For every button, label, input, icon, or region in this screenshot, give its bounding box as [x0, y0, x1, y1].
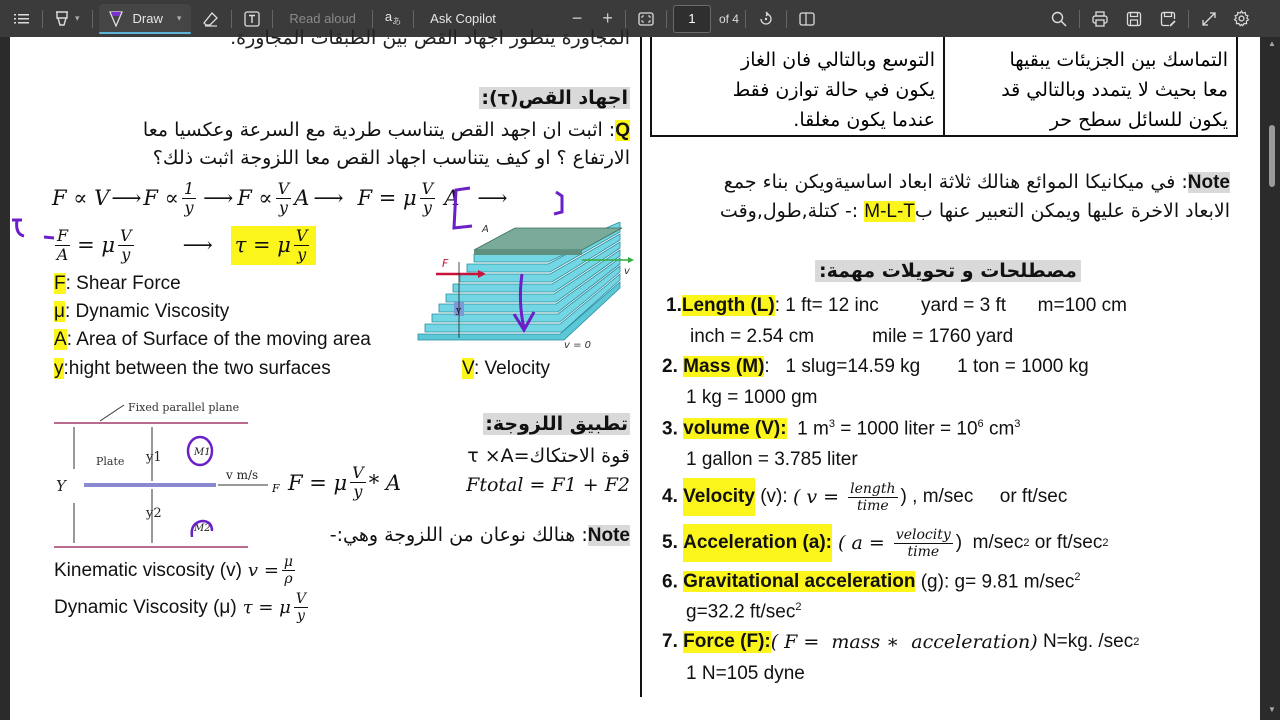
numerator: length	[850, 480, 896, 497]
numerator: μ	[283, 554, 294, 570]
definition-text: : Shear Force	[65, 273, 181, 294]
separator	[786, 10, 787, 28]
item-text: g=32.2 ft/sec	[686, 601, 796, 623]
formula-suffix: * A	[368, 470, 402, 495]
item-label: Velocity	[683, 478, 755, 516]
item-velocity	[662, 477, 1067, 517]
superscript: 3	[828, 418, 835, 430]
plate-formula	[288, 465, 401, 500]
dimensions-note-line-2	[720, 200, 1230, 223]
note-text: :- كتلة,طول,وقت	[719, 200, 865, 222]
rotate-button[interactable]	[752, 4, 780, 34]
parallel-plate-figure	[48, 399, 268, 559]
item-volume-line-2: 1 gallon = 3.785 liter	[686, 449, 858, 470]
area-label: A	[482, 224, 489, 235]
fit-page-icon	[638, 12, 654, 26]
numerator: V	[421, 178, 434, 198]
item-label: Length (L)	[681, 295, 775, 316]
definition-text: : Area of Surface of the moving area	[66, 329, 371, 350]
item-label: Acceleration (a):	[683, 524, 832, 562]
step-4-prefix: F = μ	[357, 186, 417, 210]
item-mass-line-2: 1 kg = 1000 gm	[686, 387, 818, 408]
save-as-button[interactable]	[1154, 4, 1182, 34]
superscript: 2	[1102, 537, 1109, 549]
question-line-1	[143, 119, 630, 142]
denominator: y	[422, 197, 432, 217]
vertical-scrollbar[interactable]	[1264, 37, 1280, 720]
fraction	[894, 528, 953, 559]
terms-heading: مصطلحات و تحويلات مهمة:	[815, 260, 1081, 282]
pdf-page	[10, 27, 1260, 720]
page-total: of 4	[718, 11, 739, 26]
denominator: time	[907, 543, 940, 560]
item-label: volume (V):	[683, 418, 787, 440]
item-number: 2.	[662, 356, 684, 377]
separator	[625, 10, 626, 28]
step-3-suffix: A	[294, 186, 310, 210]
total-height-label: Y	[56, 477, 66, 495]
definition-mu	[54, 301, 229, 323]
numerator: V	[352, 463, 364, 482]
question-line-2: الارتفاع ؟ او كيف يتناسب اجهاد القص معا اللزوجة اثبت ذلك؟	[152, 147, 630, 169]
formula-suffix: ) , m/sec or ft/sec	[900, 486, 1068, 507]
ftotal-formula: Ftotal = F1 + F2	[466, 474, 630, 496]
item-gravity-line-2	[686, 601, 801, 623]
save-icon	[1126, 11, 1142, 27]
table-line: التماسك بين الجزيئات يبقيها	[1009, 49, 1228, 71]
pdf-toolbar	[0, 0, 1280, 37]
dynamic-prefix: τ = μ	[242, 597, 291, 618]
fraction	[294, 592, 308, 623]
question-text: : اثبت ان اجهد القص يتناسب طردية مع السرعة وعكسيا معا	[142, 119, 616, 141]
mlt-highlight: M-L-T	[864, 201, 915, 222]
arrow-icon: ⟶	[203, 186, 234, 210]
save-button[interactable]	[1120, 4, 1148, 34]
numerator: V	[295, 591, 306, 607]
arrow-icon: ⟶	[313, 186, 344, 210]
item-text: cm	[983, 418, 1015, 440]
item-text: (g): g= 9.81 m/sec	[915, 571, 1075, 593]
page-number-input[interactable]: 1	[673, 5, 711, 33]
kinematic-prefix: v =	[247, 560, 279, 581]
denominator: A	[56, 244, 69, 264]
separator	[1079, 10, 1080, 28]
ask-copilot-button[interactable]: Ask Copilot	[430, 11, 496, 26]
item-number: 1.	[666, 295, 682, 316]
separator	[231, 10, 232, 28]
note-label: Note	[1187, 172, 1230, 193]
kinematic-viscosity	[54, 555, 298, 586]
item-text: : 1 ft= 12 inc yard = 3 ft m=100 cm	[774, 295, 1127, 316]
scroll-thumb[interactable]	[1269, 125, 1275, 187]
scroll-down-icon[interactable]: ▼	[1268, 705, 1276, 714]
definition-y	[54, 358, 331, 380]
friction-force: قوة الاحتكاك=τ ×A	[467, 445, 630, 467]
velocity-label: v m/s	[226, 468, 259, 482]
numerator: velocity	[895, 526, 951, 543]
separator	[666, 10, 667, 28]
formula-prefix: F = μ	[288, 470, 348, 495]
gear-icon	[1233, 10, 1250, 27]
cutoff-text: المجاورة يتطور اجهاد القص بين الطبقات المجاورة.	[230, 27, 630, 49]
denominator: time	[857, 497, 889, 514]
comparison-table	[650, 37, 1238, 137]
fraction	[282, 555, 295, 586]
contents-button[interactable]	[8, 4, 36, 34]
definition-key: y	[54, 358, 64, 379]
fixed-plane-label: Fixed parallel plane	[128, 401, 240, 414]
force-label: F	[442, 257, 449, 270]
item-number: 3.	[662, 418, 684, 440]
numerator: V	[295, 225, 308, 245]
definition-key: μ	[54, 301, 65, 322]
definition-f	[54, 273, 181, 295]
item-text: N=kg. /sec	[1037, 631, 1134, 652]
separator	[272, 10, 273, 28]
numerator: F	[57, 225, 69, 245]
table-cell-gas	[652, 37, 943, 135]
zoom-out-button[interactable]: −	[571, 8, 583, 28]
step-4-suffix: A	[444, 186, 460, 210]
item-length	[666, 295, 1127, 317]
item-label: Force (F):	[683, 631, 771, 652]
formula: ( F = mass ∗ acceleration)	[770, 631, 1038, 653]
search-button[interactable]	[1045, 4, 1073, 34]
dynamic-label: Dynamic Viscosity (μ)	[54, 596, 237, 618]
arrow-icon: ⟶	[182, 233, 213, 257]
superscript: 2	[795, 601, 802, 613]
numerator: 1	[183, 178, 195, 198]
numerator: V	[277, 178, 290, 198]
document-viewer	[0, 27, 1280, 720]
ink-annotations	[10, 178, 630, 262]
item-force	[662, 631, 1139, 653]
separator	[372, 10, 373, 28]
arrow-icon: ⟶	[111, 186, 142, 210]
item-text: or ft/sec	[1029, 532, 1103, 553]
separator	[745, 10, 746, 28]
equals-mu: = μ	[77, 233, 116, 257]
item-label: Gravitational acceleration	[683, 571, 916, 593]
search-icon	[1051, 11, 1067, 27]
definition-key: F	[54, 273, 66, 294]
question-label: Q	[615, 120, 630, 141]
viscosity-note	[330, 524, 630, 547]
denominator: ρ	[284, 571, 293, 587]
page-view-icon	[799, 12, 815, 26]
step-3-prefix: F ∝	[237, 186, 273, 210]
note-text: : في ميكانيكا الموائع هنالك ثلاثة ابعاد اساسيةويكن بناء جمع	[723, 171, 1188, 193]
formula-suffix: ) m/sec	[955, 532, 1024, 553]
item-text: (v):	[754, 486, 793, 507]
print-button[interactable]	[1086, 4, 1114, 34]
draw-label: Draw	[132, 11, 163, 26]
fraction	[848, 482, 897, 513]
definition-text: : Dynamic Viscosity	[64, 301, 230, 322]
m2-label: M2	[194, 523, 211, 534]
separator	[42, 10, 43, 28]
superscript: 3	[1014, 418, 1021, 430]
definition-v	[462, 358, 550, 380]
definition-text: : Velocity	[473, 358, 551, 379]
separator	[413, 10, 414, 28]
velocity-label: v	[624, 266, 630, 277]
draw-button[interactable]	[99, 4, 192, 34]
definition-key: A	[54, 329, 67, 350]
denominator: y	[297, 244, 307, 264]
item-text: : 1 slug=14.59 kg 1 ton = 1000 kg	[764, 356, 1089, 377]
translate-icon: $a_あ$	[384, 9, 402, 27]
denominator: y	[121, 244, 131, 264]
table-line: عندما يكون مغلقا.	[793, 109, 935, 131]
dimensions-note-line-1	[724, 171, 1230, 194]
dynamic-viscosity	[54, 592, 311, 623]
note-text: الابعاد الاخرة عليها ويمكن التعبير عنها ب	[914, 200, 1230, 222]
application-heading: تطبيق اللزوجة:	[485, 413, 628, 435]
item-text: 1 m	[786, 418, 829, 440]
height-label: y	[456, 306, 462, 316]
item-number: 6.	[662, 571, 684, 593]
definition-text: :hight between the two surfaces	[63, 358, 331, 379]
table-line: يكون في حالة توازن فقط	[732, 79, 935, 101]
scroll-up-icon[interactable]: ▲	[1268, 39, 1276, 48]
shear-stress-heading: اجهاد القص(τ):	[481, 87, 628, 109]
erase-button[interactable]	[197, 4, 225, 34]
denominator: y	[296, 608, 305, 624]
fullscreen-button[interactable]	[1195, 4, 1223, 34]
result-prefix: τ = μ	[234, 233, 291, 257]
item-number: 4.	[662, 486, 684, 507]
chevron-down-icon: ▾	[176, 13, 182, 23]
zero-velocity-label: v = 0	[564, 340, 592, 351]
settings-button[interactable]	[1227, 4, 1256, 34]
separator	[92, 10, 93, 28]
item-length-line-2: inch = 2.54 cm mile = 1760 yard	[690, 326, 1014, 347]
zoom-in-button[interactable]: +	[602, 8, 613, 28]
fraction	[350, 465, 366, 500]
item-number: 7.	[662, 631, 684, 652]
denominator: y	[278, 197, 288, 217]
step-1: F ∝ V	[52, 186, 110, 210]
denominator: y	[353, 482, 363, 501]
text-box-icon	[244, 11, 260, 27]
item-text: = 1000 liter = 10	[834, 418, 978, 440]
plate-label: Plate	[96, 455, 125, 468]
fit-page-button[interactable]	[632, 4, 660, 34]
force-label: F	[272, 482, 280, 495]
read-aloud-button[interactable]: Read aloud	[289, 11, 356, 26]
page-view-button[interactable]	[793, 4, 821, 34]
item-acceleration	[662, 523, 1108, 563]
item-number: 5.	[662, 532, 684, 553]
print-icon	[1092, 11, 1108, 27]
note-text: : هنالك نوعان من اللزوجة وهي:-	[329, 524, 588, 546]
formula-prefix: ( v =	[792, 486, 846, 508]
table-line: التوسع وبالتالي فان الغاز	[741, 49, 935, 71]
highlighter-icon	[55, 11, 69, 27]
separator	[1188, 10, 1189, 28]
step-2-prefix: F ∝	[143, 186, 179, 210]
save-as-icon	[1160, 11, 1176, 27]
item-gravity	[662, 571, 1081, 593]
y1-label: y1	[146, 450, 162, 465]
superscript: 2	[1133, 636, 1140, 648]
item-volume	[662, 418, 1020, 440]
superscript: 2	[1023, 537, 1030, 549]
table-cell-liquid	[943, 37, 1236, 135]
note-label: Note	[587, 525, 630, 546]
arrow-icon: ⟶	[477, 186, 508, 210]
expand-icon	[1201, 11, 1217, 27]
definition-key: V	[462, 358, 474, 379]
table-line: يكون للسائل سطح حر	[1049, 109, 1228, 131]
item-mass	[662, 356, 1089, 378]
superscript: 6	[977, 418, 984, 430]
contents-list-icon	[14, 12, 30, 26]
pen-icon	[109, 11, 123, 27]
highlight-button[interactable]	[49, 4, 86, 34]
chevron-down-icon: ▾	[75, 13, 80, 23]
definition-a	[54, 329, 371, 351]
denominator: y	[184, 197, 194, 217]
y2-label: y2	[146, 506, 162, 521]
table-line: معا بحيث لا يتمدد وبالتالي قد	[1001, 79, 1228, 101]
eraser-icon	[203, 11, 219, 27]
column-divider	[640, 37, 642, 697]
m1-label: M1	[194, 447, 211, 458]
superscript: 2	[1074, 571, 1081, 583]
formula-prefix: ( a =	[832, 532, 891, 554]
item-force-line-2: 1 N=105 dyne	[686, 663, 805, 684]
item-label: Mass (M)	[683, 356, 765, 377]
numerator: V	[120, 225, 132, 245]
rotate-icon	[758, 11, 774, 27]
kinematic-label: Kinematic viscosity (v)	[54, 559, 242, 581]
